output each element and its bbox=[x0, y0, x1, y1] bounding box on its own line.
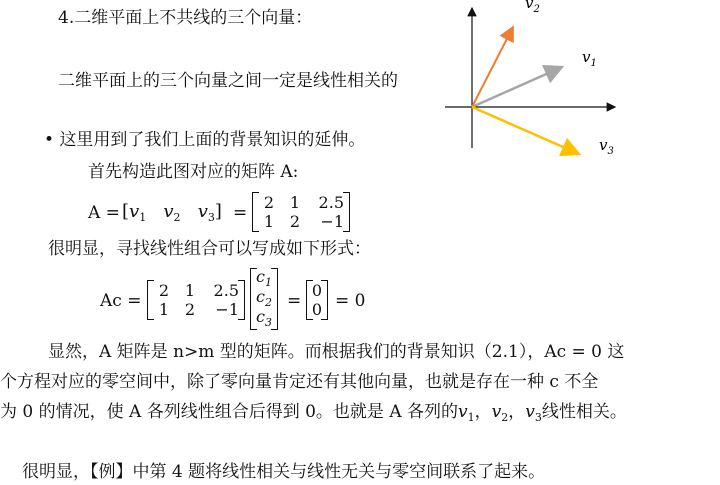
para2: 很明显，【例】中第 4 题将线性相关与线性无关与零空间联系了起来。 bbox=[22, 462, 546, 482]
bullet-item bbox=[44, 130, 365, 150]
eq2-c1: $c_1$ bbox=[256, 267, 272, 289]
eq1-equals: = bbox=[233, 203, 248, 223]
bullet-marker: • bbox=[44, 130, 55, 150]
vector-figure bbox=[445, 0, 625, 160]
eq1-m01: 1 bbox=[289, 193, 300, 212]
eq2-z0: 0 bbox=[311, 281, 323, 300]
eq1-v2-sub: 2 bbox=[173, 211, 181, 224]
eq1-vector-row bbox=[122, 202, 222, 224]
eq1-m11: 2 bbox=[289, 212, 300, 231]
eq1-m12: −1 bbox=[320, 212, 344, 231]
eq2-lhs: Ac = bbox=[100, 291, 142, 311]
eq2-m12: −1 bbox=[215, 300, 239, 319]
eq1-m00: 2 bbox=[263, 193, 274, 212]
eq1-lhs: A = bbox=[88, 203, 120, 223]
construct-text: 首先构造此图对应的矩阵 A: bbox=[88, 162, 299, 182]
eq2-c2: $c_2$ bbox=[256, 287, 272, 309]
eq1-close-bracket: ] bbox=[214, 201, 222, 222]
eq1-m02: 2.5 bbox=[318, 193, 344, 212]
v3-label: $v_3$ bbox=[599, 136, 614, 157]
eq1-v1-sub: 1 bbox=[139, 211, 147, 224]
bullet-text: 这里用到了我们上面的背景知识的延伸。 bbox=[59, 130, 366, 150]
eq2-m02: 2.5 bbox=[213, 281, 239, 300]
eq1-v2: v bbox=[163, 201, 174, 222]
eq2-c-vector bbox=[250, 268, 278, 330]
eq1-open-bracket: [ bbox=[122, 201, 130, 222]
eq1-v3-sub: 3 bbox=[207, 211, 215, 224]
obvious-text: 很明显，寻找线性组合可以写成如下形式： bbox=[48, 239, 371, 259]
eq1-v3: v bbox=[197, 201, 208, 222]
vector-v2-arrow bbox=[472, 27, 513, 107]
conclusion-text: 二维平面上的三个向量之间一定是线性相关的 bbox=[58, 71, 398, 91]
v1-label: $v_1$ bbox=[582, 48, 597, 69]
eq1-matrix bbox=[252, 192, 350, 232]
eq2-equals-2: = 0 bbox=[335, 291, 366, 311]
eq1-m10: 1 bbox=[263, 212, 274, 231]
eq2-m11: 2 bbox=[184, 300, 195, 319]
eq2-c3: $c_3$ bbox=[256, 307, 272, 329]
vector-v3-arrow bbox=[472, 107, 579, 154]
eq2-m01: 1 bbox=[184, 281, 195, 300]
para1-line3: 为 0 的情况，使 A 各列线性组合后得到 0。也就是 A 各列的$v_1$，$v_2$，$v_3$线性相关。 bbox=[0, 402, 627, 424]
eq2-z1: 0 bbox=[311, 300, 323, 319]
eq2-equals-1: = bbox=[287, 291, 302, 311]
eq1-v1: v bbox=[129, 201, 140, 222]
vector-v1-arrow bbox=[472, 67, 562, 107]
eq2-zero-vector bbox=[306, 280, 328, 320]
section-heading: 4.二维平面上不共线的三个向量： bbox=[58, 8, 313, 28]
para1-line1: 显然，A 矩阵是 n>m 型的矩阵。而根据我们的背景知识（2.1），Ac = 0 这 bbox=[48, 342, 625, 362]
eq2-m00: 2 bbox=[158, 281, 169, 300]
para1-line2: 个方程对应的零空间中，除了零向量肯定还有其他向量，也就是存在一种 c 不全 bbox=[0, 372, 599, 392]
eq2-matrix bbox=[147, 280, 245, 320]
v2-label: $v_2$ bbox=[525, 0, 540, 15]
eq2-m10: 1 bbox=[158, 300, 169, 319]
